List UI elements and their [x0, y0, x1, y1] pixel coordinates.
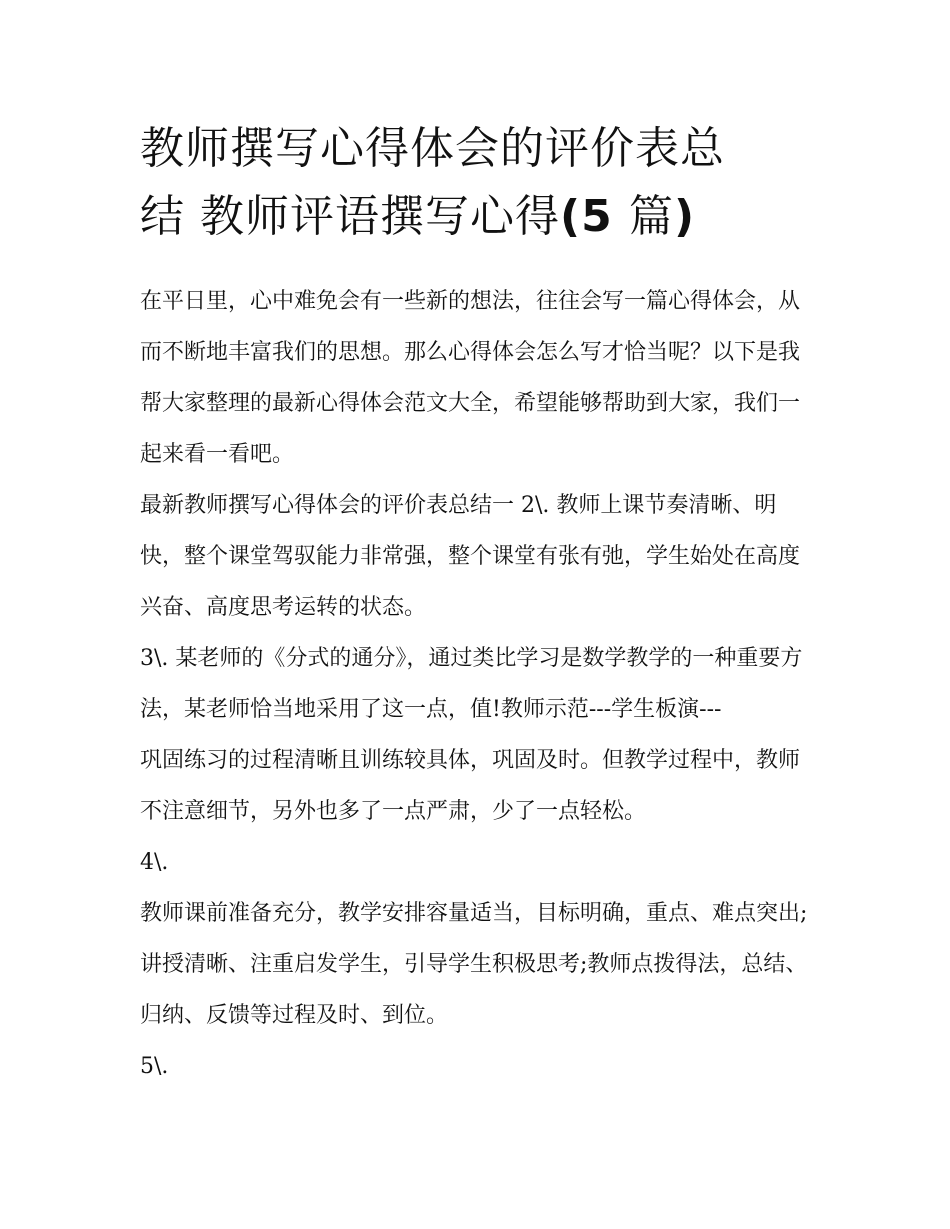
paragraph-item-2: 最新教师撰写心得体会的评价表总结一 2\. 教师上课节奏清晰、明快，整个课堂驾驭能力非常强，整个课堂有张有弛，学生始处在高度兴奋、高度思考运转的状态。 — [140, 493, 801, 620]
title-count-open: (5 — [560, 191, 630, 242]
paragraph-item-5-number: 5\. — [140, 1054, 169, 1079]
paragraph-intro: 在平日里，心中难免会有一些新的想法，往往会写一篇心得体会，从而不断地丰富我们的思想。那么心得体会怎么写才恰当呢？以下是我帮大家整理的最新心得体会范文大全，希望能够帮助到大家，我们一起来看一看吧。 — [140, 289, 801, 467]
paragraph-item-4: 教师课前准备充分，教学安排容量适当，目标明确，重点、难点突出;讲授清晰、注重启发学生，引导学生积极思考;教师点拨得法，总结、归纳、反馈等过程及时、到位。 — [140, 901, 808, 1028]
paragraph-item-4-number: 4\. — [140, 850, 169, 875]
document-title — [140, 115, 820, 251]
title-count-close: ) — [674, 191, 696, 242]
title-line-2: 结 教师评语撰写心得 — [140, 191, 560, 242]
paragraph-item-3-continued: 巩固练习的过程清晰且训练较具体，巩固及时。但教学过程中，教师不注意细节，另外也多了一点严肃，少了一点轻松。 — [140, 748, 801, 824]
title-count-unit: 篇 — [629, 191, 675, 242]
paragraph-item-3: 3\. 某老师的《分式的通分》，通过类比学习是数学教学的一种重要方法，某老师恰当地采用了这一点，值!教师示范---学生板演--- — [140, 646, 803, 722]
title-line-1: 教师撰写心得体会的评价表总 — [140, 123, 725, 174]
document-body — [140, 276, 820, 1092]
